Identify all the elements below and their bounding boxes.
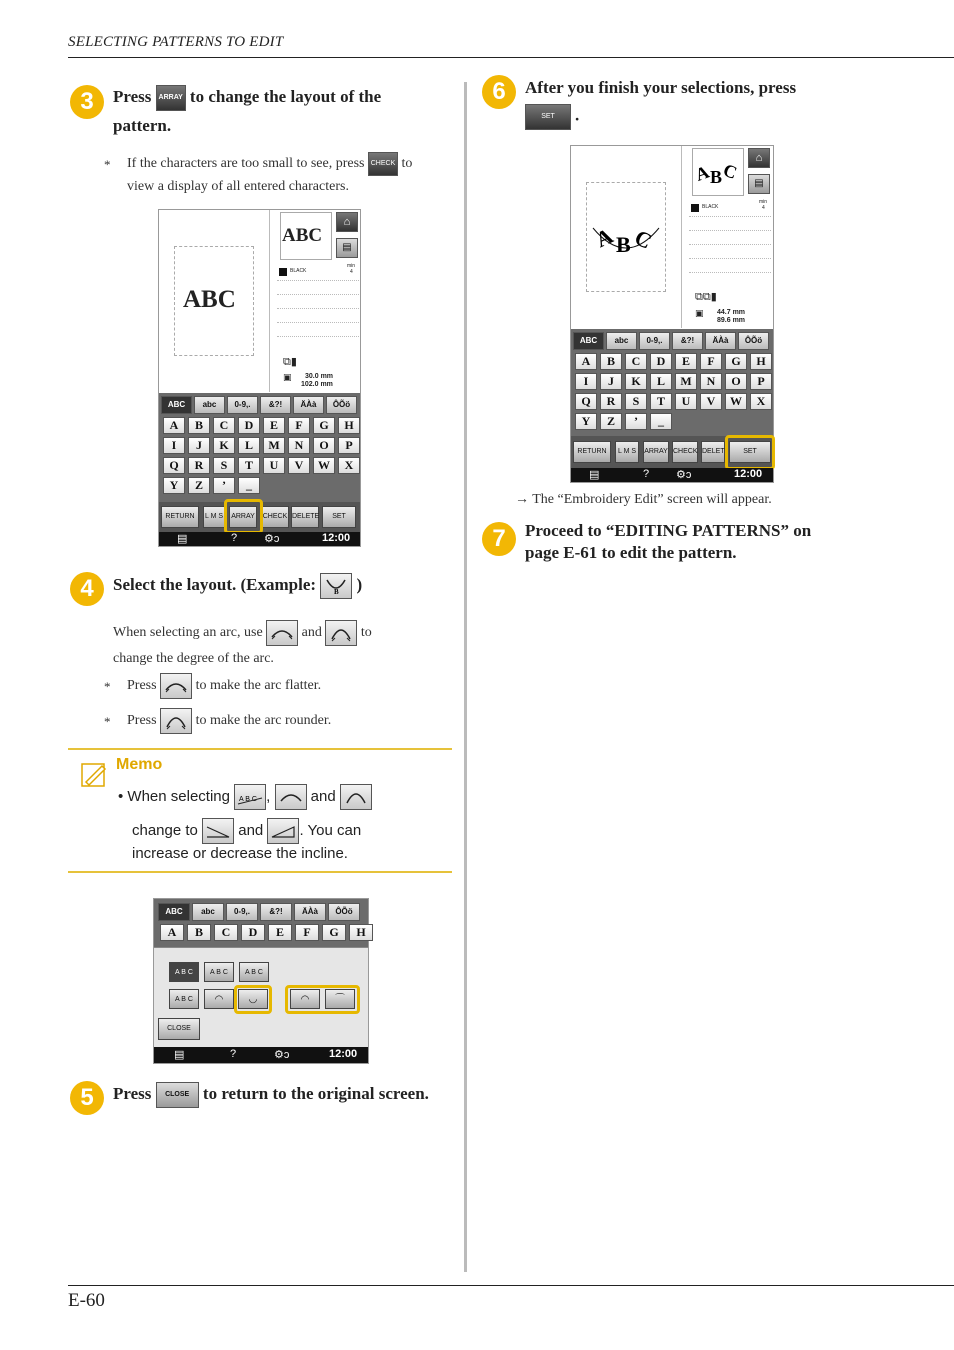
memo-bottom-rule [68, 871, 452, 873]
key[interactable]: C [625, 353, 647, 370]
key[interactable]: I [163, 437, 185, 454]
key[interactable]: J [188, 437, 210, 454]
key[interactable]: F [700, 353, 722, 370]
frame-icon-3: ⧉⧉▮ [695, 291, 717, 303]
step-number-6: 6 [482, 75, 516, 109]
thumbnail [280, 212, 332, 260]
lms-button-3[interactable]: L M S [615, 441, 639, 463]
keyboard-tab[interactable]: &?! [672, 332, 703, 350]
step-4-body-line2: change the degree of the arc. [113, 651, 274, 666]
key[interactable]: X [338, 457, 360, 474]
key[interactable]: Y [575, 413, 597, 430]
step-6-button-line [525, 104, 579, 130]
key[interactable]: V [288, 457, 310, 474]
memo-top-rule [68, 748, 452, 750]
step-3-line2: pattern. [113, 116, 172, 136]
settings-icon-3[interactable]: ⚙ↄ [676, 469, 692, 481]
size-width-3: 44.7 mm [717, 309, 746, 316]
status-bar-2 [154, 1047, 368, 1063]
step-5-text [113, 1079, 458, 1108]
arc-flatter-icon-3[interactable] [275, 784, 307, 810]
result-text: The “Embroidery Edit” screen will appear. [532, 492, 772, 507]
key[interactable]: C [214, 924, 238, 941]
step-3-text [113, 82, 453, 140]
memo-line-1 [118, 784, 372, 810]
page-number: E-60 [68, 1290, 105, 1311]
layout-incline-up[interactable]: A B C [239, 962, 269, 982]
key[interactable]: G [313, 417, 335, 434]
step-4-bullet-2 [127, 708, 331, 734]
min-label-3: min [759, 199, 768, 205]
svg-text:B: B [334, 588, 339, 597]
key[interactable]: T [238, 457, 260, 474]
key[interactable]: _ [650, 413, 672, 430]
size-icon-3: ▣ [695, 308, 704, 318]
step-5-pre: Press [113, 1084, 152, 1103]
thumbnail-3 [692, 148, 744, 196]
key[interactable]: U [675, 393, 697, 410]
step-4-body-to: to [360, 625, 372, 641]
key[interactable]: _ [238, 477, 260, 494]
step-6-dot: . [575, 105, 580, 125]
layout-incline-down[interactable]: A B C [204, 962, 234, 982]
help-icon-2[interactable]: ? [230, 1048, 237, 1060]
layout-arc-top[interactable]: ◠ [204, 989, 234, 1009]
help-icon[interactable]: ? [231, 532, 238, 544]
key[interactable]: A [163, 417, 185, 434]
bullet-1-pre: Press [127, 678, 157, 694]
clock-2: 12:00 [329, 1048, 358, 1060]
key[interactable]: X [750, 393, 772, 410]
key[interactable]: W [725, 393, 747, 410]
step-4-text [113, 570, 453, 599]
key[interactable]: L [650, 373, 672, 390]
key[interactable]: J [600, 373, 622, 390]
step-7-line2: page E-61 to edit the pattern. [525, 543, 737, 562]
key[interactable]: E [268, 924, 292, 941]
key[interactable]: V [700, 393, 722, 410]
keyboard-tab[interactable]: abc [192, 903, 224, 921]
key[interactable]: S [625, 393, 647, 410]
key[interactable]: D [241, 924, 265, 941]
thread-name-3: BLACK [702, 204, 719, 210]
keyboard-tab[interactable]: ÄÀà [293, 396, 324, 414]
keyboard-tab[interactable]: ABC [573, 332, 604, 350]
key[interactable]: Y [163, 477, 185, 494]
key[interactable]: B [600, 353, 622, 370]
key[interactable]: R [188, 457, 210, 474]
step-3-note-line2: view a display of all entered characters. [127, 179, 349, 194]
keyboard-tab[interactable]: ÄÀà [294, 903, 326, 921]
keyboard-tab[interactable]: abc [606, 332, 637, 350]
step-4-body-pre: When selecting an arc, use [113, 625, 263, 641]
bullet-star-2: * [104, 714, 111, 729]
step-4-body-and: and [301, 625, 322, 641]
list-icon-2[interactable]: ▤ [174, 1049, 185, 1061]
clock: 12:00 [322, 532, 351, 544]
key[interactable]: K [625, 373, 647, 390]
screen-2 [153, 898, 369, 1064]
key[interactable]: E [675, 353, 697, 370]
svg-text:C: C [720, 159, 740, 183]
key[interactable]: A [575, 353, 597, 370]
svg-text:A: A [693, 161, 712, 185]
bullet-star-1: * [104, 679, 111, 694]
memo-line-3: increase or decrease the incline. [132, 845, 348, 862]
key[interactable]: N [700, 373, 722, 390]
size-height: 102.0 mm [301, 381, 333, 388]
svg-text:B: B [616, 232, 631, 257]
step-4-close: ) [356, 575, 363, 594]
step-3-note [127, 152, 457, 197]
return-button-3[interactable]: RETURN [573, 441, 611, 463]
thread-color-swatch [279, 268, 287, 276]
home-icon[interactable]: ⌂ [336, 212, 358, 232]
footer-rule [68, 1285, 954, 1286]
step-7-line1: Proceed to “EDITING PATTERNS” on [525, 521, 812, 540]
memory-icon[interactable]: ▤ [336, 238, 358, 258]
check-button-icon[interactable]: CHECK [368, 152, 398, 176]
delete-button[interactable]: DELETE [291, 506, 319, 528]
step-4-body [113, 620, 453, 671]
step-4-label: Select the layout. (Example: [113, 575, 317, 594]
key[interactable]: G [322, 924, 346, 941]
svg-text:A: A [591, 222, 617, 253]
array-button-icon[interactable]: ARRAY [156, 85, 186, 111]
preview-area [159, 210, 270, 392]
keyboard-tab[interactable]: 0-9,. [227, 396, 258, 414]
key[interactable]: A [160, 924, 184, 941]
array-button-3[interactable]: ARRAY [643, 441, 669, 463]
screen-1 [158, 209, 361, 547]
key[interactable]: W [313, 457, 335, 474]
key[interactable]: E [263, 417, 285, 434]
key[interactable]: C [213, 417, 235, 434]
preview-area-3 [571, 146, 682, 328]
layout-arc-bottom[interactable]: ◡ [238, 989, 268, 1009]
highlight-arc-adjust [285, 985, 360, 1014]
keyboard-tab[interactable]: ÔÕö [738, 332, 769, 350]
key[interactable]: H [750, 353, 772, 370]
key[interactable]: H [349, 924, 373, 941]
status-bar [159, 532, 360, 546]
settings-icon-2[interactable]: ⚙ↄ [274, 1049, 290, 1061]
highlight-set [725, 435, 775, 470]
screen-3 [570, 145, 774, 483]
svg-text:B: B [710, 167, 723, 187]
settings-icon[interactable]: ⚙ↄ [264, 533, 280, 545]
incline-up-icon[interactable] [202, 818, 234, 844]
min-value-3: 4 [762, 205, 765, 211]
key[interactable]: D [650, 353, 672, 370]
key[interactable]: P [750, 373, 772, 390]
status-bar-3 [571, 468, 773, 482]
incline-abc-icon[interactable] [234, 784, 266, 810]
size-width: 30.0 mm [305, 373, 334, 380]
check-button-3[interactable]: CHECK [672, 441, 698, 463]
arc-rounder-icon-2[interactable] [160, 708, 192, 734]
keyboard-tab[interactable]: ABC [161, 396, 192, 414]
key[interactable]: K [213, 437, 235, 454]
preview-arc-abc [589, 216, 663, 260]
result-arrow: → [515, 492, 529, 507]
frame-icon: ⧉▮ [283, 356, 297, 368]
keyboard-tab[interactable]: ÔÕö [328, 903, 360, 921]
lms-button[interactable]: L M S [203, 506, 225, 528]
highlight-arc [234, 985, 272, 1014]
key[interactable]: G [725, 353, 747, 370]
size-icon: ▣ [283, 372, 292, 382]
step-7-text [525, 520, 925, 564]
delete-button-3[interactable]: DELET [701, 441, 725, 463]
key[interactable]: P [338, 437, 360, 454]
layout-straight[interactable]: A B C [169, 962, 199, 982]
key[interactable]: D [238, 417, 260, 434]
bullet-2-pre: Press [127, 713, 157, 729]
bullet-1-post: to make the arc flatter. [195, 678, 322, 694]
keyboard-tab[interactable]: &?! [260, 396, 291, 414]
key[interactable]: S [213, 457, 235, 474]
key[interactable]: M [263, 437, 285, 454]
step-number-4: 4 [70, 572, 104, 606]
step-3-post: to change the layout of the [189, 87, 382, 106]
svg-text:C: C [630, 224, 656, 254]
step-3-pre: Press [113, 87, 152, 106]
key[interactable]: M [675, 373, 697, 390]
memo-and-2: and [238, 821, 264, 839]
size-height-3: 89.6 mm [717, 317, 746, 324]
memo-line-1-pre: • When selecting [118, 787, 230, 805]
arc-rounder-icon[interactable] [325, 620, 357, 646]
keyboard-tab[interactable]: ÔÕö [326, 396, 357, 414]
set-button[interactable]: SET [322, 506, 356, 528]
memo-and-1: and [310, 787, 336, 805]
column-divider [464, 82, 467, 1272]
key[interactable]: U [263, 457, 285, 474]
keyboard-tab[interactable]: abc [194, 396, 225, 414]
key[interactable]: ’ [213, 477, 235, 494]
close-button[interactable]: CLOSE [158, 1018, 200, 1040]
memo-icon [80, 760, 108, 788]
memo-comma: , [266, 787, 271, 805]
set-button-3[interactable]: SET [729, 441, 771, 463]
keyboard-tab[interactable]: 0-9,. [639, 332, 670, 350]
svg-text:A B C: A B C [239, 796, 258, 803]
step-number-3: 3 [70, 85, 104, 119]
step-number-7: 7 [482, 522, 516, 556]
key[interactable]: T [650, 393, 672, 410]
key[interactable]: B [188, 417, 210, 434]
page-header: SELECTING PATTERNS TO EDIT [68, 34, 284, 50]
step-6-text: After you finish your selections, press [525, 78, 797, 97]
key[interactable]: L [238, 437, 260, 454]
key[interactable]: O [725, 373, 747, 390]
step-number-5: 5 [70, 1081, 104, 1115]
key[interactable]: R [600, 393, 622, 410]
key[interactable]: Q [163, 457, 185, 474]
keyboard-tab[interactable]: 0-9,. [226, 903, 258, 921]
home-icon-3[interactable]: ⌂ [748, 148, 770, 168]
step-6-result [515, 489, 772, 510]
key[interactable]: H [338, 417, 360, 434]
key[interactable]: I [575, 373, 597, 390]
list-icon[interactable]: ▤ [177, 533, 188, 545]
thread-color-swatch-3 [691, 204, 699, 212]
set-button-icon[interactable]: SET [525, 104, 571, 130]
close-button-icon[interactable]: CLOSE [156, 1082, 199, 1108]
keyboard-tab[interactable]: &?! [260, 903, 292, 921]
note-star: * [104, 157, 111, 172]
key[interactable]: B [187, 924, 211, 941]
min-label: min [347, 263, 356, 269]
arc-flatter-icon-2[interactable] [160, 673, 192, 699]
memo-title: Memo [116, 756, 163, 773]
array-button[interactable]: ARRAY [229, 506, 257, 528]
memo-line-2-pre: change to [132, 821, 198, 839]
check-button[interactable]: CHECK [261, 506, 289, 528]
incline-down-icon[interactable] [267, 818, 299, 844]
thread-name: BLACK [290, 268, 307, 274]
highlight-array [224, 499, 263, 534]
key[interactable]: Q [575, 393, 597, 410]
step-5-post: to return to the original screen. [202, 1084, 429, 1103]
keyboard-tab[interactable]: ABC [158, 903, 190, 921]
thumbnail-abc: ABC [282, 225, 323, 246]
bullet-2-post: to make the arc rounder. [195, 713, 332, 729]
key[interactable]: N [288, 437, 310, 454]
key[interactable]: F [288, 417, 310, 434]
key[interactable]: ’ [625, 413, 647, 430]
arc-layout-icon[interactable] [320, 573, 352, 599]
key[interactable]: Z [188, 477, 210, 494]
key[interactable]: Z [600, 413, 622, 430]
step-4-bullet-1 [127, 673, 321, 699]
step-3-note-pre: If the characters are too small to see, press [127, 156, 365, 172]
arc-rounder-button[interactable]: ⌒ [325, 989, 355, 1009]
clock-3: 12:00 [734, 468, 763, 480]
key[interactable]: O [313, 437, 335, 454]
key[interactable]: F [295, 924, 319, 941]
return-button[interactable]: RETURN [161, 506, 199, 528]
help-icon-3[interactable]: ? [643, 468, 650, 480]
memo-line-2 [132, 818, 361, 844]
arc-flatter-button[interactable]: ◠ [290, 989, 320, 1009]
preview-abc: ABC [183, 286, 236, 313]
list-icon-3[interactable]: ▤ [589, 469, 600, 481]
min-value: 4 [350, 269, 353, 275]
memory-icon-3[interactable]: ▤ [748, 174, 770, 194]
layout-incline[interactable]: A B C [169, 989, 199, 1009]
memo-line-2-post: . You can [299, 821, 362, 839]
step-3-note-post: to [401, 156, 413, 172]
header-rule [68, 57, 954, 58]
arc-flatter-icon[interactable] [266, 620, 298, 646]
arc-rounder-icon-3[interactable] [340, 784, 372, 810]
keyboard-tab[interactable]: ÄÀà [705, 332, 736, 350]
